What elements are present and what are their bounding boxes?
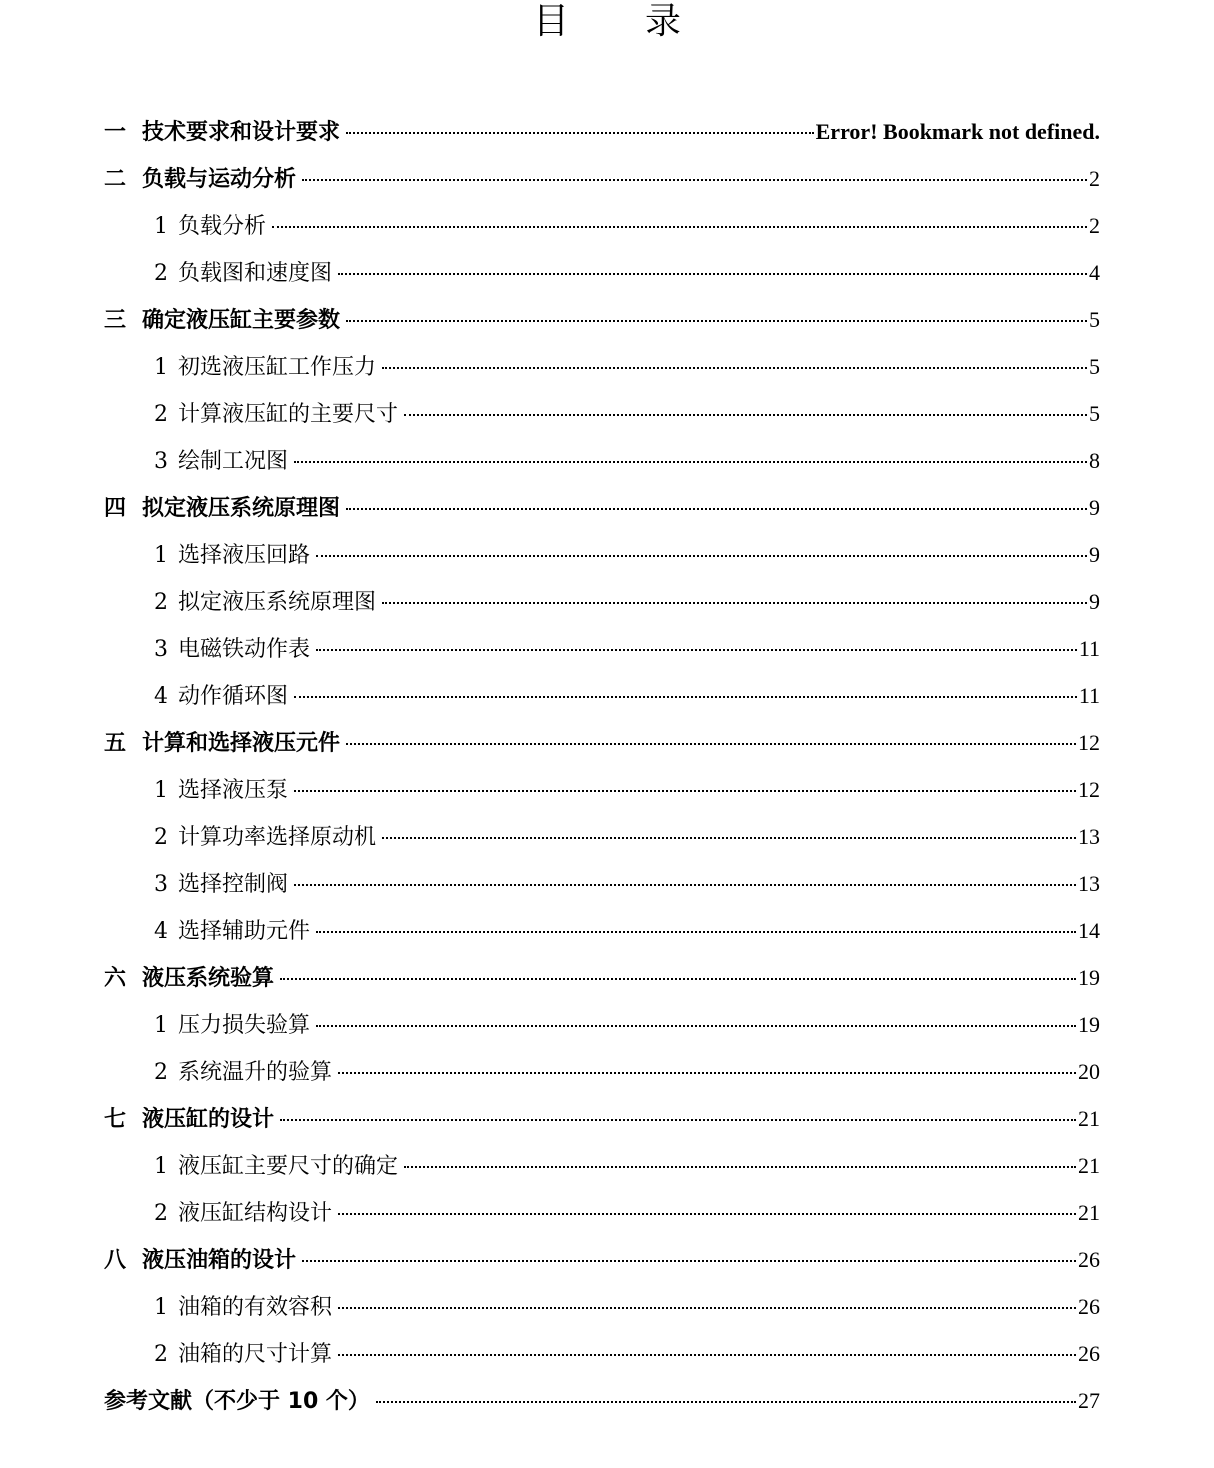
toc-page-number: 19 bbox=[1078, 965, 1100, 990]
toc-entry-title: 液压系统验算 bbox=[142, 966, 275, 991]
toc-subsection-entry[interactable] bbox=[104, 578, 1100, 625]
toc-dot-leader bbox=[346, 508, 1087, 510]
toc-subsection-entry[interactable] bbox=[104, 343, 1100, 390]
toc-dot-leader bbox=[338, 1354, 1076, 1356]
toc-entry-number: 4 bbox=[154, 684, 168, 709]
toc-entry-number: 2 bbox=[154, 825, 168, 850]
toc-subsection-entry[interactable] bbox=[104, 860, 1100, 907]
toc-page-number: 9 bbox=[1089, 589, 1100, 614]
toc-entry-number: 七 bbox=[104, 1107, 127, 1132]
toc-entry-number: 2 bbox=[154, 261, 168, 286]
toc-section-entry[interactable] bbox=[104, 108, 1100, 155]
toc-dot-leader bbox=[302, 1260, 1076, 1262]
toc-entry-title: 选择辅助元件 bbox=[178, 919, 311, 944]
toc-entry-number: 3 bbox=[154, 872, 168, 897]
toc-subsection-entry[interactable] bbox=[104, 531, 1100, 578]
toc-dot-leader bbox=[346, 132, 814, 134]
toc-section-entry[interactable] bbox=[104, 155, 1100, 202]
toc-entry-number: 1 bbox=[154, 1154, 168, 1179]
toc-entry-number: 四 bbox=[104, 496, 127, 521]
toc-section-entry[interactable] bbox=[104, 954, 1100, 1001]
toc-entry-title: 压力损失验算 bbox=[178, 1013, 311, 1038]
toc-page-number: Error! Bookmark not defined. bbox=[815, 119, 1100, 144]
toc-entry-title: 计算和选择液压元件 bbox=[142, 731, 341, 756]
toc-entry-number: 五 bbox=[104, 731, 127, 756]
toc-subsection-entry[interactable] bbox=[104, 907, 1100, 954]
toc-subsection-entry[interactable] bbox=[104, 1283, 1100, 1330]
toc-dot-leader bbox=[382, 837, 1076, 839]
toc-section-entry[interactable] bbox=[104, 719, 1100, 766]
toc-page-number: 26 bbox=[1078, 1247, 1100, 1272]
toc-subsection-entry[interactable] bbox=[104, 202, 1100, 249]
toc-entry-title: 液压油箱的设计 bbox=[142, 1248, 297, 1273]
toc-subsection-entry[interactable] bbox=[104, 1330, 1100, 1377]
toc-page-number: 13 bbox=[1078, 871, 1100, 896]
toc-entry-title: 绘制工况图 bbox=[178, 449, 289, 474]
toc-entry-number: 2 bbox=[154, 1201, 168, 1226]
toc-entry-title: 拟定液压系统原理图 bbox=[142, 496, 341, 521]
toc-subsection-entry[interactable] bbox=[104, 249, 1100, 296]
toc-dot-leader bbox=[382, 602, 1087, 604]
toc-page-number: 9 bbox=[1089, 495, 1100, 520]
toc-entry-title: 动作循环图 bbox=[178, 684, 289, 709]
toc-entry-title: 负载分析 bbox=[178, 214, 267, 239]
toc-entry-number: 1 bbox=[154, 778, 168, 803]
toc-page-number: 5 bbox=[1089, 401, 1100, 426]
toc-subsection-entry[interactable] bbox=[104, 766, 1100, 813]
toc-dot-leader bbox=[294, 790, 1076, 792]
toc-entry-title: 选择液压回路 bbox=[178, 543, 311, 568]
toc-entry-title: 液压缸主要尺寸的确定 bbox=[178, 1154, 399, 1179]
toc-page-number: 21 bbox=[1078, 1153, 1100, 1178]
toc-page-number: 8 bbox=[1089, 448, 1100, 473]
table-of-contents bbox=[104, 108, 1100, 1424]
toc-dot-leader bbox=[404, 1166, 1076, 1168]
toc-dot-leader bbox=[404, 414, 1087, 416]
toc-entry-number: 2 bbox=[154, 590, 168, 615]
toc-subsection-entry[interactable] bbox=[104, 1001, 1100, 1048]
toc-entry-title: 液压缸结构设计 bbox=[178, 1201, 333, 1226]
toc-entry-title: 选择液压泵 bbox=[178, 778, 289, 803]
toc-page-number: 13 bbox=[1078, 824, 1100, 849]
toc-entry-number: 1 bbox=[154, 355, 168, 380]
toc-subsection-entry[interactable] bbox=[104, 625, 1100, 672]
toc-dot-leader bbox=[316, 649, 1077, 651]
toc-dot-leader bbox=[272, 226, 1087, 228]
toc-entry-number: 2 bbox=[154, 1342, 168, 1367]
toc-entry-title: 技术要求和设计要求 bbox=[142, 120, 341, 145]
toc-page-number: 11 bbox=[1078, 636, 1100, 661]
toc-entry-title: 计算液压缸的主要尺寸 bbox=[178, 402, 399, 427]
toc-entry-number: 八 bbox=[104, 1248, 127, 1273]
toc-page-number: 20 bbox=[1078, 1059, 1100, 1084]
toc-entry-number: 2 bbox=[154, 1060, 168, 1085]
toc-entry-title: 系统温升的验算 bbox=[178, 1060, 333, 1085]
toc-dot-leader bbox=[346, 320, 1087, 322]
toc-entry-number: 1 bbox=[154, 214, 168, 239]
toc-subsection-entry[interactable] bbox=[104, 672, 1100, 719]
toc-subsection-entry[interactable] bbox=[104, 437, 1100, 484]
toc-subsection-entry[interactable] bbox=[104, 1048, 1100, 1095]
toc-dot-leader bbox=[338, 1307, 1076, 1309]
toc-dot-leader bbox=[302, 179, 1087, 181]
toc-entry-title: 计算功率选择原动机 bbox=[178, 825, 377, 850]
toc-dot-leader bbox=[316, 555, 1087, 557]
toc-dot-leader bbox=[316, 1025, 1076, 1027]
toc-dot-leader bbox=[338, 273, 1087, 275]
toc-dot-leader bbox=[346, 743, 1076, 745]
toc-dot-leader bbox=[338, 1213, 1076, 1215]
toc-dot-leader bbox=[294, 884, 1076, 886]
toc-dot-leader bbox=[376, 1401, 1076, 1403]
toc-dot-leader bbox=[382, 367, 1087, 369]
toc-entry-title: 负载图和速度图 bbox=[178, 261, 333, 286]
toc-page-number: 19 bbox=[1078, 1012, 1100, 1037]
toc-page-number: 21 bbox=[1078, 1200, 1100, 1225]
toc-page-number: 5 bbox=[1089, 354, 1100, 379]
toc-dot-leader bbox=[280, 978, 1076, 980]
toc-page-number: 14 bbox=[1078, 918, 1100, 943]
toc-entry-number: 3 bbox=[154, 637, 168, 662]
toc-entry-title: 负载与运动分析 bbox=[142, 167, 297, 192]
toc-entry-title: 液压缸的设计 bbox=[142, 1107, 275, 1132]
toc-entry-number: 2 bbox=[154, 402, 168, 427]
toc-page-number: 2 bbox=[1089, 213, 1100, 238]
toc-entry-title: 拟定液压系统原理图 bbox=[178, 590, 377, 615]
toc-entry-number: 4 bbox=[154, 919, 168, 944]
toc-dot-leader bbox=[316, 931, 1076, 933]
toc-page-number: 21 bbox=[1078, 1106, 1100, 1131]
toc-page-number: 27 bbox=[1078, 1388, 1100, 1413]
toc-section-entry[interactable] bbox=[104, 1236, 1100, 1283]
toc-dot-leader bbox=[294, 696, 1077, 698]
toc-entry-title: 选择控制阀 bbox=[178, 872, 289, 897]
toc-entry-number: 1 bbox=[154, 1295, 168, 1320]
toc-page-number: 2 bbox=[1089, 166, 1100, 191]
toc-page-number: 5 bbox=[1089, 307, 1100, 332]
toc-section-entry[interactable] bbox=[104, 296, 1100, 343]
toc-dot-leader bbox=[280, 1119, 1076, 1121]
toc-section-entry[interactable] bbox=[104, 1377, 1100, 1424]
toc-subsection-entry[interactable] bbox=[104, 813, 1100, 860]
toc-section-entry[interactable] bbox=[104, 1095, 1100, 1142]
toc-entry-number: 1 bbox=[154, 543, 168, 568]
toc-page-number: 26 bbox=[1078, 1294, 1100, 1319]
toc-entry-title: 确定液压缸主要参数 bbox=[142, 308, 341, 333]
toc-dot-leader bbox=[294, 461, 1087, 463]
toc-entry-number: 三 bbox=[104, 308, 127, 333]
toc-page-number: 11 bbox=[1078, 683, 1100, 708]
toc-page-number: 4 bbox=[1089, 260, 1100, 285]
toc-dot-leader bbox=[338, 1072, 1076, 1074]
toc-section-entry[interactable] bbox=[104, 484, 1100, 531]
toc-page-number: 26 bbox=[1078, 1341, 1100, 1366]
toc-entry-number: 一 bbox=[104, 120, 127, 145]
toc-page-number: 9 bbox=[1089, 542, 1100, 567]
toc-subsection-entry[interactable] bbox=[104, 1189, 1100, 1236]
toc-page-number: 12 bbox=[1078, 730, 1100, 755]
toc-entry-number: 六 bbox=[104, 966, 127, 991]
toc-entry-title: 参考文献（不少于 10 个） bbox=[104, 1389, 370, 1414]
toc-subsection-entry[interactable] bbox=[104, 390, 1100, 437]
toc-entry-title: 油箱的有效容积 bbox=[178, 1295, 333, 1320]
toc-page-number: 12 bbox=[1078, 777, 1100, 802]
toc-entry-number: 1 bbox=[154, 1013, 168, 1038]
toc-entry-title: 初选液压缸工作压力 bbox=[178, 355, 377, 380]
toc-entry-title: 电磁铁动作表 bbox=[178, 637, 311, 662]
toc-entry-number: 3 bbox=[154, 449, 168, 474]
toc-entry-title: 油箱的尺寸计算 bbox=[178, 1342, 333, 1367]
toc-entry-number: 二 bbox=[104, 167, 127, 192]
page-title: 目录 bbox=[532, 1, 757, 42]
toc-subsection-entry[interactable] bbox=[104, 1142, 1100, 1189]
